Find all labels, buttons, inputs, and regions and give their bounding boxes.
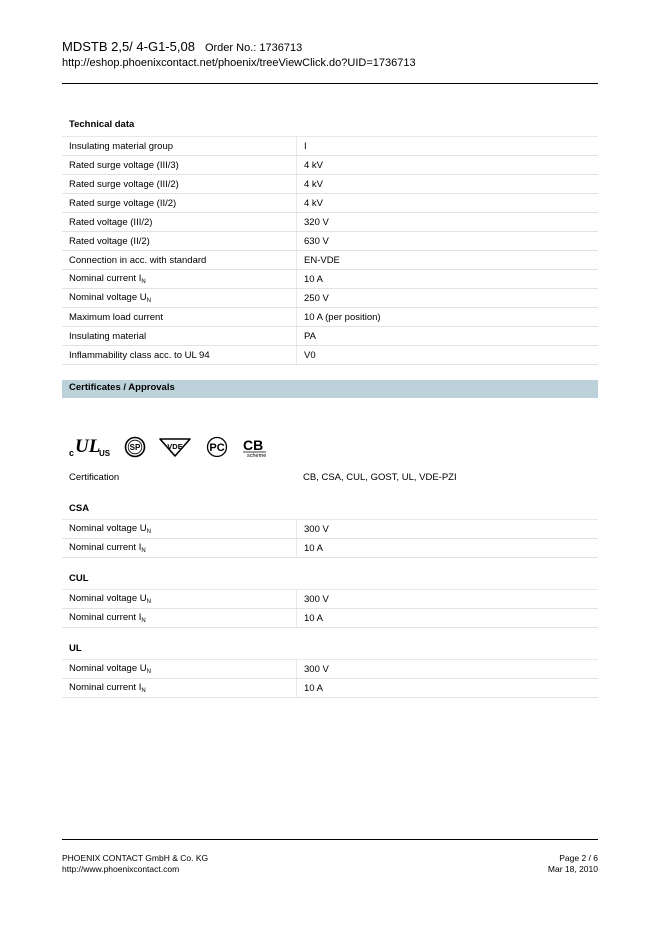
page-number: Page 2 / 6 bbox=[559, 853, 598, 863]
spec-value: 4 kV bbox=[297, 156, 599, 175]
csa-current-value: 10 A bbox=[297, 539, 599, 558]
table-row bbox=[62, 539, 598, 558]
spec-label: Connection in acc. with standard bbox=[62, 251, 297, 270]
document-date: Mar 18, 2010 bbox=[547, 864, 598, 874]
company-name: PHOENIX CONTACT GmbH & Co. KG bbox=[62, 853, 209, 863]
spec-label: Insulating material group bbox=[62, 137, 297, 156]
spec-value: 250 V bbox=[297, 289, 599, 308]
gost-logo bbox=[204, 436, 230, 458]
csa-heading: CSA bbox=[69, 503, 90, 514]
spec-label: Rated surge voltage (III/3) bbox=[62, 156, 297, 175]
order-number: Order No.: 1736713 bbox=[204, 42, 303, 54]
cul-c-text: c bbox=[69, 448, 75, 458]
spec-label: Rated surge voltage (III/2) bbox=[62, 175, 297, 194]
spec-value: 630 V bbox=[297, 232, 599, 251]
cul-us-text: US bbox=[99, 449, 111, 458]
technical-data-heading: Technical data bbox=[69, 119, 135, 130]
spec-label: Inflammability class acc. to UL 94 bbox=[62, 346, 297, 365]
table-row bbox=[62, 289, 598, 308]
spec-label: Maximum load current bbox=[62, 308, 297, 327]
certification-value: CB, CSA, CUL, GOST, UL, VDE-PZI bbox=[303, 472, 457, 483]
vde-text: VDE bbox=[167, 442, 183, 451]
ul-heading: UL bbox=[69, 643, 82, 654]
cb-mark-text: CB bbox=[243, 437, 264, 453]
cul-table bbox=[62, 589, 598, 628]
csa-voltage-label: Nominal voltage $U_N$ bbox=[62, 520, 297, 539]
table-row bbox=[62, 679, 598, 698]
spec-label: Rated surge voltage (II/2) bbox=[62, 194, 297, 213]
csa-text: SP bbox=[129, 443, 141, 452]
title-line bbox=[62, 39, 598, 56]
spec-label: Nominal current $I_N$ bbox=[62, 270, 297, 289]
table-row bbox=[62, 175, 598, 194]
csa-logo bbox=[124, 436, 146, 458]
table-row bbox=[62, 609, 598, 628]
table-row bbox=[62, 520, 598, 539]
spec-value: 10 A bbox=[297, 270, 599, 289]
spec-value: 320 V bbox=[297, 213, 599, 232]
cul-voltage-value: 300 V bbox=[297, 590, 599, 609]
vde-logo bbox=[158, 436, 192, 458]
product-url[interactable]: http://eshop.phoenixcontact.net/phoenix/treeViewClick.do?UID=1736713 bbox=[62, 57, 416, 69]
cul-current-label: Nominal current $I_N$ bbox=[62, 609, 297, 628]
csa-current-label: Nominal current $I_N$ bbox=[62, 539, 297, 558]
cul-mark-text: UL bbox=[75, 436, 101, 457]
csa-table bbox=[62, 519, 598, 558]
ul-voltage-value: 300 V bbox=[297, 660, 599, 679]
table-row bbox=[62, 251, 598, 270]
technical-data-table bbox=[62, 136, 598, 365]
footer-divider bbox=[62, 839, 598, 840]
approval-logos bbox=[68, 434, 284, 460]
header-divider bbox=[62, 83, 598, 84]
certificates-heading: Certificates / Approvals bbox=[62, 380, 598, 398]
cul-heading: CUL bbox=[69, 573, 89, 584]
cul-us-logo bbox=[68, 435, 112, 459]
certification-row bbox=[62, 472, 598, 488]
page-header bbox=[62, 39, 598, 70]
spec-value: 4 kV bbox=[297, 175, 599, 194]
ul-table bbox=[62, 659, 598, 698]
spec-label: Insulating material bbox=[62, 327, 297, 346]
table-row bbox=[62, 346, 598, 365]
spec-label: Rated voltage (II/2) bbox=[62, 232, 297, 251]
table-row bbox=[62, 590, 598, 609]
spec-label: Rated voltage (III/2) bbox=[62, 213, 297, 232]
spec-value: EN-VDE bbox=[297, 251, 599, 270]
table-row bbox=[62, 194, 598, 213]
spec-value: 4 kV bbox=[297, 194, 599, 213]
product-name: MDSTB 2,5/ 4-G1-5,08 bbox=[62, 39, 195, 54]
cul-current-value: 10 A bbox=[297, 609, 599, 628]
certification-label: Certification bbox=[69, 472, 120, 483]
cul-voltage-label: Nominal voltage $U_N$ bbox=[62, 590, 297, 609]
table-row bbox=[62, 270, 598, 289]
spec-label: Nominal voltage $U_N$ bbox=[62, 289, 297, 308]
table-row bbox=[62, 156, 598, 175]
gost-text: PC bbox=[209, 442, 225, 454]
cb-scheme-logo bbox=[242, 436, 272, 458]
spec-value: I bbox=[297, 137, 599, 156]
table-row bbox=[62, 213, 598, 232]
cb-sub-text: scheme bbox=[247, 453, 267, 458]
csa-voltage-value: 300 V bbox=[297, 520, 599, 539]
table-row bbox=[62, 232, 598, 251]
table-row bbox=[62, 308, 598, 327]
company-website[interactable]: http://www.phoenixcontact.com bbox=[62, 864, 180, 874]
table-row bbox=[62, 327, 598, 346]
table-row bbox=[62, 660, 598, 679]
spec-value: V0 bbox=[297, 346, 599, 365]
spec-value: 10 A (per position) bbox=[297, 308, 599, 327]
ul-current-value: 10 A bbox=[297, 679, 599, 698]
spec-value: PA bbox=[297, 327, 599, 346]
ul-voltage-label: Nominal voltage $U_N$ bbox=[62, 660, 297, 679]
table-row bbox=[62, 137, 598, 156]
ul-current-label: Nominal current $I_N$ bbox=[62, 679, 297, 698]
